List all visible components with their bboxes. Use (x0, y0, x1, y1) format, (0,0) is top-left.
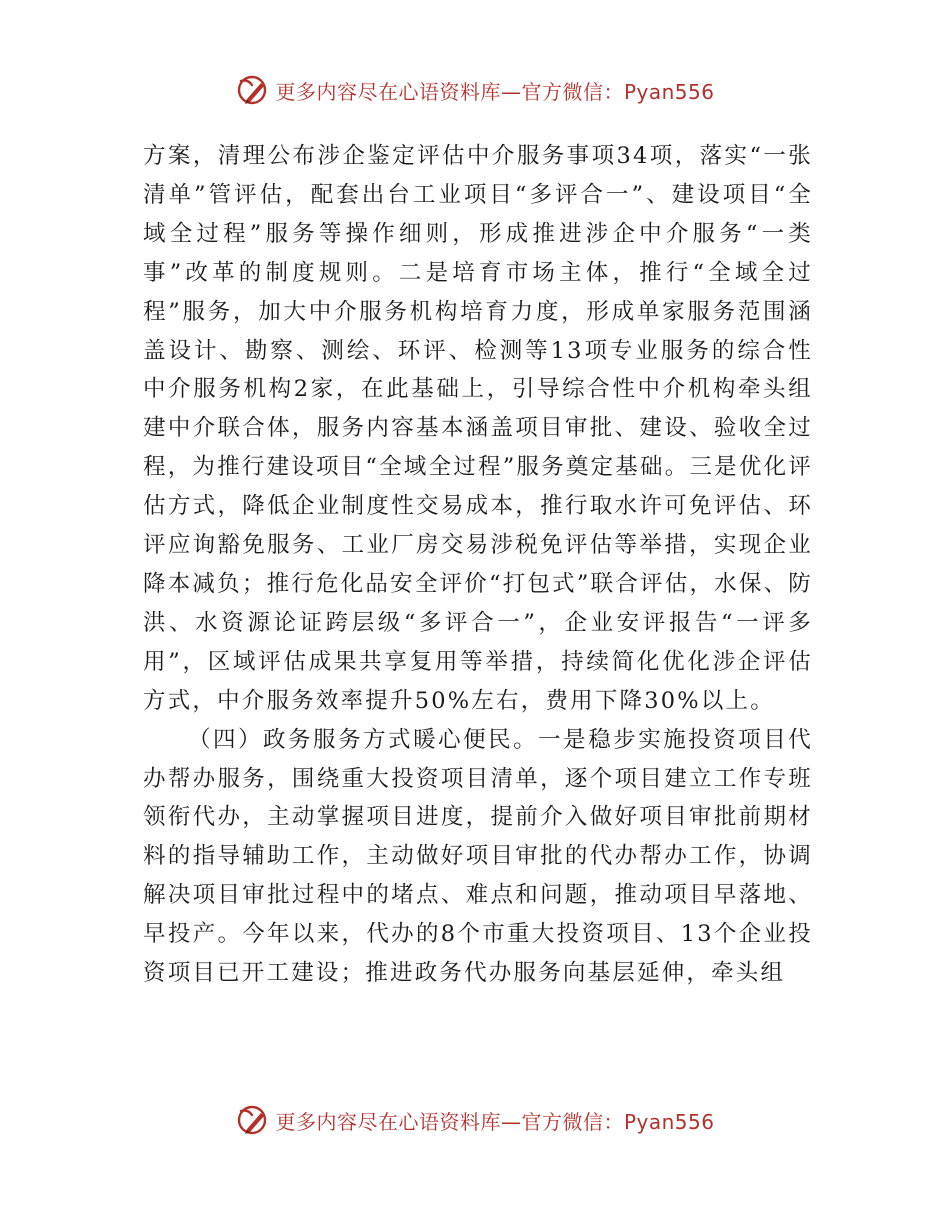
pen-logo-icon (235, 1103, 269, 1137)
header-watermark-banner (0, 70, 950, 110)
watermark-text: 更多内容尽在心语资料库—官方微信：Pyan556 (275, 79, 715, 104)
watermark-text: 更多内容尽在心语资料库—官方微信：Pyan556 (275, 1109, 715, 1134)
paragraph-2: （四）政务服务方式暖心便民。一是稳步实施投资项目代办帮办服务，围绕重大投资项目清单，逐个项目建立工作专班领衔代办，主动掌握项目进度，提前介入做好项目审批前期材料的指导辅助工作，主动做好项目审批的代办帮办工作，协调解决项目审批过程中的堵点、难点和问题，推动项目早落地、早投产。今年以来，代办的8个市重大投资项目、13个企业投资项目已开工建设；推进政务代办服务向基层延伸，牵头组 (143, 726, 813, 987)
document-body (143, 137, 813, 993)
footer-watermark-banner (0, 1100, 950, 1140)
paragraph-1: 方案，清理公布涉企鉴定评估中介服务事项34项，落实“一张清单”管评估，配套出台工业项目“多评合一”、建设项目“全域全过程”服务等操作细则，形成推进涉企中介服务“一类事”改革的制度规则。二是培育市场主体，推行“全域全过程”服务，加大中介服务机构培育力度，形成单家服务范围涵盖设计、勘察、测绘、环评、检测等13项专业服务的综合性中介服务机构2家，在此基础上，引导综合性中介机构牵头组建中介联合体，服务内容基本涵盖项目审批、建设、验收全过程，为推行建设项目“全域全过程”服务奠定基础。三是优化评估方式，降低企业制度性交易成本，推行取水许可免评估、环评应询豁免服务、工业厂房交易涉税免评估等举措，实现企业降本减负；推行危化品安全评价“打包式”联合评估，水保、防洪、水资源论证跨层级“多评合一”，企业安评报告“一评多用”，区域评估成果共享复用等举措，持续简化优化涉企评估方式，中介服务效率提升50%左右，费用下降30%以上。 (143, 143, 813, 714)
pen-logo-icon (235, 73, 269, 107)
